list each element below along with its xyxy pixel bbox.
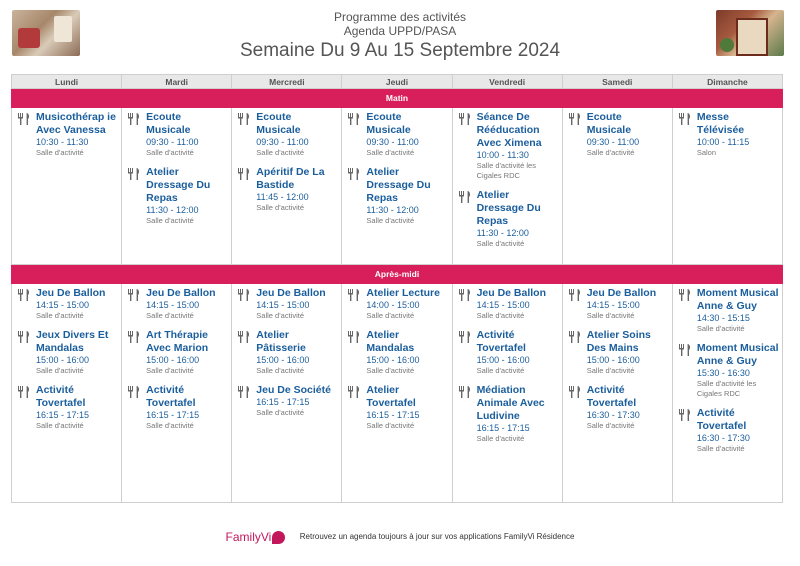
section-label-afternoon: Après-midi — [12, 265, 783, 284]
activity-room: Salle d'activité — [366, 421, 415, 430]
activity-time: 11:45 - 12:00 — [256, 192, 309, 202]
section-row-morning — [12, 89, 783, 108]
activity-time: 11:30 - 12:00 — [366, 205, 419, 215]
cutlery-icon — [568, 330, 582, 342]
activity-room: Salon — [696, 148, 717, 157]
activity-item — [16, 329, 118, 376]
cutlery-icon — [127, 330, 141, 342]
activity-name: Jeu De Ballon — [146, 287, 216, 299]
activity-item — [236, 166, 338, 213]
activity-name: Ecoute Musicale — [586, 111, 632, 136]
morning-activities-row — [12, 108, 783, 265]
activity-item — [346, 329, 448, 376]
activity-name: Activité Tovertafel — [696, 407, 747, 432]
cutlery-icon — [678, 112, 692, 124]
activity-time: 10:00 - 11:15 — [696, 137, 750, 147]
cutlery-icon — [347, 385, 361, 397]
activity-item — [346, 111, 448, 158]
activity-item — [567, 384, 669, 431]
activity-item — [457, 329, 559, 376]
activity-room: Salle d'activité — [146, 366, 194, 375]
cutlery-icon — [347, 167, 361, 179]
cutlery-icon — [458, 330, 472, 342]
activity-time: 14:15 - 15:00 — [36, 300, 90, 310]
activity-time: 09:30 - 11:00 — [146, 137, 199, 147]
page-title: Programme des activités — [333, 10, 467, 24]
activity-name: Messe Télévisée — [696, 111, 745, 136]
day-cell — [672, 284, 782, 503]
activity-name: Activité Tovertafel — [476, 329, 526, 354]
activity-item — [567, 287, 669, 321]
activity-item — [457, 287, 559, 321]
activity-room: Salle d'activité — [476, 239, 525, 248]
day-header-lundi: Lundi — [12, 75, 122, 89]
activity-name: Médiation Animale Avec Ludivine — [476, 384, 545, 422]
activity-name: Jeu De Ballon — [476, 287, 546, 299]
activity-name: Jeu De Ballon — [256, 287, 326, 299]
activity-time: 16:15 - 17:15 — [36, 410, 90, 420]
day-cell — [672, 108, 782, 265]
cutlery-icon — [458, 385, 472, 397]
activity-item — [346, 287, 448, 321]
activity-room: Salle d'activité — [696, 444, 745, 453]
section-row-afternoon — [12, 265, 783, 284]
day-header-mercredi: Mercredi — [232, 75, 342, 89]
day-cell — [232, 284, 342, 503]
cutlery-icon — [237, 112, 251, 124]
activity-room: Salle d'activité — [256, 408, 304, 417]
week-title: Semaine Du 9 Au 15 Septembre 2024 — [239, 40, 561, 61]
cutlery-icon — [237, 385, 251, 397]
day-cell — [452, 284, 562, 503]
day-header-jeudi: Jeudi — [342, 75, 452, 89]
cutlery-icon — [568, 385, 582, 397]
activity-room: Salle d'activité — [586, 421, 635, 430]
activity-time: 14:15 - 15:00 — [256, 300, 310, 310]
activity-room: Salle d'activité — [476, 434, 525, 443]
day-cell — [122, 108, 232, 265]
activity-room: Salle d'activité — [146, 148, 194, 157]
day-cell — [12, 284, 122, 503]
activity-item — [677, 287, 779, 334]
activity-time: 16:15 - 17:15 — [256, 397, 310, 407]
activity-time: 14:15 - 15:00 — [146, 300, 200, 310]
activity-time: 15:00 - 16:00 — [586, 355, 640, 365]
activity-name: Ecoute Musicale — [256, 111, 301, 136]
activity-name: Atelier Tovertafel — [366, 384, 416, 409]
activity-time: 11:30 - 12:00 — [476, 228, 529, 238]
activity-item — [236, 111, 338, 158]
day-cell — [12, 108, 122, 265]
activity-time: 15:00 - 16:00 — [366, 355, 420, 365]
day-header-mardi: Mardi — [122, 75, 232, 89]
activity-time: 16:30 - 17:30 — [586, 410, 640, 420]
day-header-dimanche: Dimanche — [672, 75, 782, 89]
cutlery-icon — [237, 167, 251, 179]
afternoon-activities-row — [12, 284, 783, 503]
cutlery-icon — [127, 167, 141, 179]
activity-time: 14:15 - 15:00 — [586, 300, 640, 310]
activity-name: Ecoute Musicale — [366, 111, 411, 136]
day-cell — [342, 108, 452, 265]
activity-name: Atelier Lecture — [366, 287, 440, 299]
activity-time: 15:30 - 16:30 — [696, 368, 750, 378]
activity-item — [457, 111, 559, 181]
activity-item — [236, 329, 338, 376]
cutlery-icon — [17, 385, 31, 397]
activity-item — [457, 189, 559, 249]
cutlery-icon — [678, 408, 692, 420]
activity-item — [677, 407, 779, 454]
activity-time: 11:30 - 12:00 — [146, 205, 199, 215]
cutlery-icon — [458, 288, 472, 300]
activity-name: Atelier Dressage Du Repas — [146, 166, 211, 204]
activity-name: Jeu De Ballon — [36, 287, 106, 299]
activity-room: Salle d'activité — [256, 311, 304, 320]
cutlery-icon — [347, 288, 361, 300]
activity-item — [16, 287, 118, 321]
activity-item — [16, 384, 118, 431]
activity-time: 14:15 - 15:00 — [476, 300, 530, 310]
activity-room: Salle d'activité — [476, 311, 525, 320]
activity-name: Apéritif De La Bastide — [256, 166, 325, 191]
activity-room: Salle d'activité — [36, 421, 84, 430]
day-header-vendredi: Vendredi — [452, 75, 562, 89]
activity-room: Salle d'activité les Cigales RDC — [696, 379, 757, 398]
activity-time: 15:00 - 16:00 — [36, 355, 90, 365]
activity-time: 16:15 - 17:15 — [146, 410, 200, 420]
activity-name: Jeu De Ballon — [586, 287, 657, 299]
activity-item — [126, 111, 228, 158]
activity-room: Salle d'activité — [36, 311, 84, 320]
section-label-morning: Matin — [12, 89, 783, 108]
activity-name: Atelier Dressage Du Repas — [366, 166, 431, 204]
day-cell — [452, 108, 562, 265]
activity-time: 10:00 - 11:30 — [476, 150, 529, 160]
day-cell — [232, 108, 342, 265]
activity-room: Salle d'activité — [586, 148, 635, 157]
activity-room: Salle d'activité — [36, 366, 84, 375]
page-subtitle: Agenda UPPD/PASA — [343, 24, 457, 38]
activity-name: Moment Musical Anne & Guy — [696, 287, 779, 312]
activity-room: Salle d'activité les Cigales RDC — [476, 161, 536, 180]
activity-item — [457, 384, 559, 444]
activity-time: 14:00 - 15:00 — [366, 300, 420, 310]
cutlery-icon — [17, 288, 31, 300]
activity-name: Atelier Dressage Du Repas — [476, 189, 541, 227]
familyvi-logo-text: FamilyVi — [225, 529, 272, 544]
activity-name: Activité Tovertafel — [36, 384, 86, 409]
cutlery-icon — [127, 112, 141, 124]
activity-room: Salle d'activité — [146, 311, 194, 320]
cutlery-icon — [347, 330, 361, 342]
activity-item — [126, 166, 228, 226]
activity-name: Atelier Pâtisserie — [256, 329, 306, 354]
day-cell — [562, 108, 672, 265]
activity-item — [126, 329, 228, 376]
cutlery-icon — [127, 288, 141, 300]
activity-room: Salle d'activité — [366, 366, 415, 375]
day-cell — [122, 284, 232, 503]
activity-item — [236, 287, 338, 321]
activity-name: Ecoute Musicale — [146, 111, 191, 136]
activity-time: 09:30 - 11:00 — [256, 137, 309, 147]
activity-room: Salle d'activité — [586, 311, 635, 320]
activity-name: Séance De Rééducation Avec Ximena — [476, 111, 542, 149]
activity-room: Salle d'activité — [476, 366, 525, 375]
activity-time: 14:30 - 15:15 — [696, 313, 750, 323]
activity-room: Salle d'activité — [366, 148, 415, 157]
activity-name: Atelier Soins Des Mains — [586, 329, 651, 354]
activity-item — [567, 329, 669, 376]
cutlery-icon — [568, 288, 582, 300]
activity-name: Jeux Divers Et Mandalas — [36, 329, 109, 354]
cutlery-icon — [458, 190, 472, 202]
activity-room: Salle d'activité — [146, 216, 194, 225]
cutlery-icon — [347, 112, 361, 124]
cutlery-icon — [237, 288, 251, 300]
activity-time: 16:15 - 17:15 — [366, 410, 420, 420]
activity-time: 16:15 - 17:15 — [476, 423, 530, 433]
day-header-samedi: Samedi — [562, 75, 672, 89]
activity-room: Salle d'activité — [256, 366, 304, 375]
weekly-agenda-table — [11, 74, 783, 503]
activity-item — [346, 166, 448, 226]
footer-message: Retrouvez un agenda toujours à jour sur vos applications FamilyVi Résidence — [299, 532, 575, 542]
cutlery-icon — [678, 343, 692, 355]
activity-item — [677, 111, 779, 158]
cutlery-icon — [568, 112, 582, 124]
cutlery-icon — [17, 112, 31, 124]
page-header — [0, 10, 800, 63]
activity-time: 09:30 - 11:00 — [586, 137, 640, 147]
activity-item — [677, 342, 779, 399]
activity-item — [236, 384, 338, 418]
activity-time: 15:00 - 16:00 — [476, 355, 530, 365]
cutlery-icon — [127, 385, 141, 397]
activity-room: Salle d'activité — [366, 311, 415, 320]
activity-room: Salle d'activité — [696, 324, 745, 333]
activity-time: 15:00 - 16:00 — [146, 355, 200, 365]
day-cell — [342, 284, 452, 503]
cutlery-icon — [237, 330, 251, 342]
activity-name: Atelier Mandalas — [366, 329, 415, 354]
activity-name: Activité Tovertafel — [146, 384, 196, 409]
activity-item — [567, 111, 669, 158]
activity-room: Salle d'activité — [36, 148, 84, 157]
activity-name: Activité Tovertafel — [586, 384, 637, 409]
activity-room: Salle d'activité — [146, 421, 194, 430]
activity-item — [16, 111, 118, 158]
activity-room: Salle d'activité — [586, 366, 635, 375]
footer — [0, 528, 800, 546]
cutlery-icon — [458, 112, 472, 124]
day-header-row — [12, 75, 783, 89]
familyvi-logo — [226, 530, 286, 544]
activity-name: Moment Musical Anne & Guy — [696, 342, 779, 367]
activity-time: 10:30 - 11:30 — [36, 137, 89, 147]
activity-time: 09:30 - 11:00 — [366, 137, 419, 147]
activity-item — [126, 287, 228, 321]
activity-name: Jeu De Société — [256, 384, 331, 396]
activity-time: 15:00 - 16:00 — [256, 355, 310, 365]
cutlery-icon — [17, 330, 31, 342]
activity-room: Salle d'activité — [256, 148, 304, 157]
familyvi-logo-mark-icon — [272, 531, 285, 544]
activity-item — [346, 384, 448, 431]
activity-item — [126, 384, 228, 431]
activity-name: Art Thérapie Avec Marion — [146, 329, 209, 354]
activity-name: Musicothérap ie Avec Vanessa — [36, 111, 116, 136]
activity-room: Salle d'activité — [366, 216, 415, 225]
activity-time: 16:30 - 17:30 — [696, 433, 750, 443]
cutlery-icon — [678, 288, 692, 300]
activity-room: Salle d'activité — [256, 203, 304, 212]
day-cell — [562, 284, 672, 503]
